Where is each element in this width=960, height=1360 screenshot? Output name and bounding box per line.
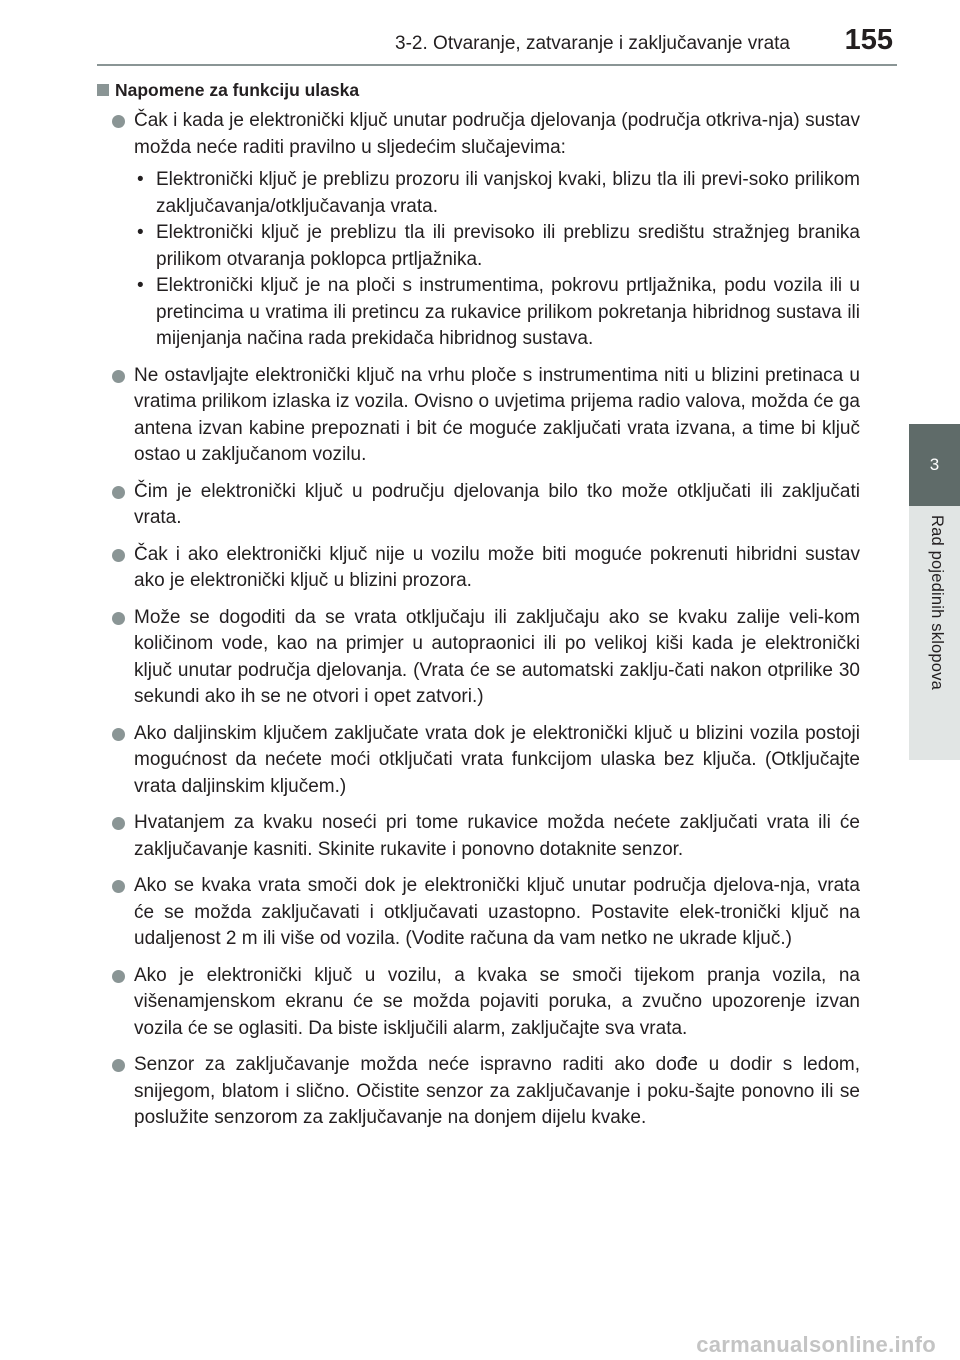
list-item (97, 542, 860, 595)
circle-bullet-icon (112, 370, 125, 383)
list-item-text: Može se dogoditi da se vrata otključaju ili zaključaju ako se kvaku zalije veli-kom količinom vode, kao na primjer u autopraonici ili po velikoj kiši kada je elektronički ključ unutar područja djelovanja. (Vrata će se automatski zaklju-čati nakon otprilike 30 sekundi ako ih se ne otvori i opet zatvori.) (134, 606, 860, 707)
chapter-label: Rad pojedinih sklopova (928, 515, 946, 691)
list-item (97, 963, 860, 1043)
list-item-text: Čak i ako elektronički ključ nije u vozilu može biti moguće pokrenuti hibridni sustav ako je elektronički ključ u blizini prozora. (134, 543, 860, 591)
section-heading (97, 78, 860, 102)
watermark: carmanualsonline.info (696, 1332, 936, 1357)
sub-list (134, 167, 860, 353)
circle-bullet-icon (112, 115, 125, 128)
list-item (97, 810, 860, 863)
chapter-title: 3-2. Otvaranje, zatvaranje i zaključavanje vrata (395, 33, 790, 54)
circle-bullet-icon (112, 612, 125, 625)
list-item (97, 108, 860, 353)
list-item-text: Ako je elektronički ključ u vozilu, a kvaka se smoči tijekom pranja vozila, na višenamjenskom ekranu će se možda pojaviti poruka, a zvučno upozorenje izvan vozila će se oglasiti. Da biste isključili alarm, zaključajte sva vrata. (134, 964, 860, 1039)
list-item-text: Senzor za zaključavanje možda neće ispravno raditi ako dođe u dodir s ledom, snijegom, blatom i slično. Očistite senzor za zaključavanje i poku-šajte ponovno ili se poslužite senzorom za zaključavanje na donjem dijelu kvake. (134, 1054, 860, 1128)
page-header (0, 0, 960, 70)
sub-list-item: • Elektronički ključ je preblizu tla ili previsoko ili preblizu središtu stražnjeg branika prilikom otvaranja poklopca prtljažnika. (134, 220, 860, 273)
main-content (97, 78, 860, 1142)
circle-bullet-icon (112, 728, 125, 741)
chapter-number: 3 (929, 455, 940, 474)
circle-bullet-icon (112, 970, 125, 983)
circle-bullet-icon (112, 486, 125, 499)
circle-bullet-icon (112, 880, 125, 893)
section-heading-text: Napomene za funkciju ulaska (115, 80, 360, 100)
chapter-tab (909, 424, 960, 506)
list-item-text: Hvatanjem za kvaku noseći pri tome rukavice možda nećete zaključati vrata ili će zaključavanje kasniti. Skinite rukavite i ponovno dotaknite senzor. (134, 812, 860, 860)
list-item-text: Ne ostavljajte elektronički ključ na vrhu ploče s instrumentima niti u blizini pretinaca u vratima prilikom izlaska iz vozila. Ovisno o uvjetima prijema radio valova, možda će ga antena izvan kabine prepoznati i bit će moguće zaključati vrata izvana, a time bi ključ ostao u zaključanom vozilu. (134, 364, 860, 465)
list-item-text: Čim je elektronički ključ u području djelovanja bilo tko može otključati ili zaključati vrata. (134, 480, 860, 528)
header-divider (97, 64, 897, 66)
circle-bullet-icon (112, 817, 125, 830)
list-item (97, 873, 860, 953)
list-item (97, 605, 860, 711)
list-item (97, 479, 860, 532)
square-bullet-icon (97, 84, 109, 96)
list-item (97, 1052, 860, 1132)
sub-list-item: • Elektronički ključ je preblizu prozoru ili vanjskoj kvaki, blizu tla ili previ-soko prilikom zaključavanja/otključavanja vrata. (134, 167, 860, 220)
list-item (97, 363, 860, 469)
page-number: 155 (844, 24, 893, 56)
sub-list-item: • Elektronički ključ je na ploči s instrumentima, pokrovu prtljažnika, podu vozila ili u pretincima u vratima ili pretincu za rukavice prilikom pokretanja hibridnog sustava ili mijenjanja načina rada prekidača hibridnog sustava. (134, 273, 860, 353)
circle-bullet-icon (112, 1059, 125, 1072)
list-item-text: Čak i kada je elektronički ključ unutar područja djelovanja (područja otkriva-nja) sustav možda neće raditi pravilno u sljedećim slučajevima: (134, 110, 860, 158)
circle-bullet-icon (112, 549, 125, 562)
list-item (97, 721, 860, 801)
list-item-text: Ako daljinskim ključem zaključate vrata dok je elektronički ključ u blizini vozila postoji mogućnost da nećete moći otključati vrata funkcijom ulaska bez ključa. (Otključajte vrata daljinskim ključem.) (134, 722, 860, 797)
list-item-text: Ako se kvaka vrata smoči dok je elektronički ključ unutar područja djelova-nja, vrata će se možda zaključavati i otključavati uzastopno. Postavite elek-tronički ključ na udaljenost 2 m ili više od vozila. (Vodite računa da vam netko ne ukrade ključ.) (134, 875, 860, 949)
